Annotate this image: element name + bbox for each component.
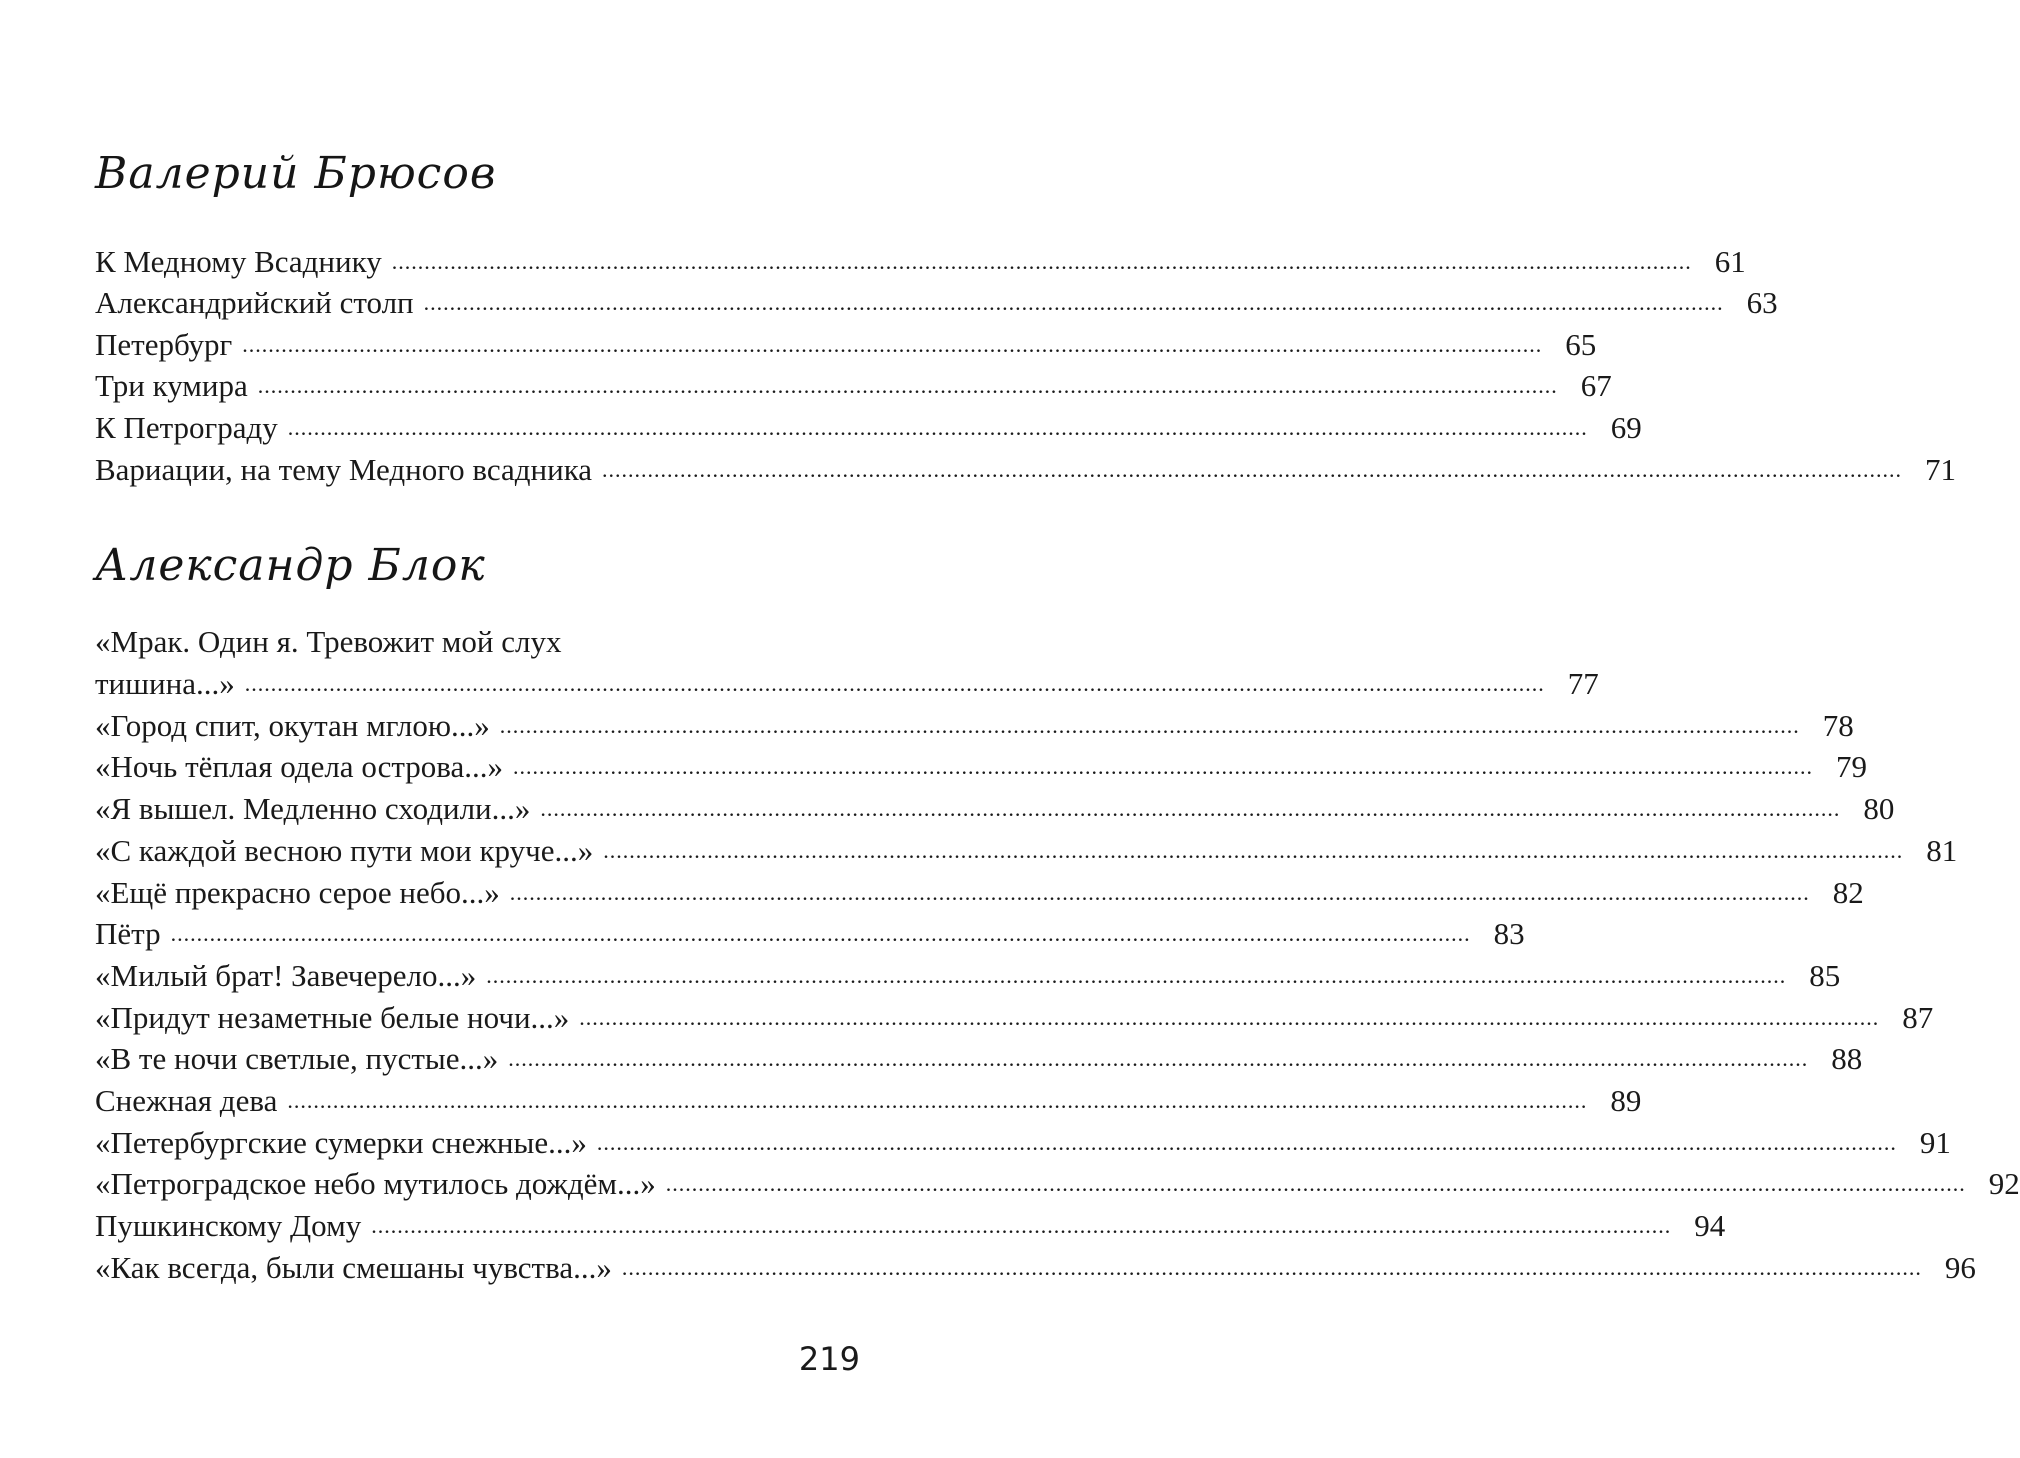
entry-page-number: 63 bbox=[1746, 285, 1778, 320]
dot-leader: ........................................................................................................................................................................................................ bbox=[287, 415, 1588, 440]
entry-title-first-line: «Мрак. Один я. Тревожит мой слух bbox=[95, 624, 562, 659]
dot-leader: ........................................................................................................................................................................................................ bbox=[242, 332, 1543, 357]
toc-entry bbox=[95, 1039, 1863, 1079]
entry-title: «Я вышел. Медленно сходили...» bbox=[95, 791, 531, 826]
entry-page-number: 88 bbox=[1831, 1041, 1863, 1076]
toc-entry bbox=[95, 1248, 1976, 1288]
toc-entry bbox=[95, 450, 1957, 490]
entry-title: «Петроградское небо мутилось дождём...» bbox=[95, 1166, 656, 1201]
entry-title: «Ночь тёплая одела острова...» bbox=[95, 749, 504, 784]
toc-entry bbox=[95, 747, 1868, 787]
toc-entry bbox=[95, 325, 1597, 365]
toc-entry bbox=[95, 998, 1934, 1038]
toc-entry bbox=[95, 956, 1841, 996]
toc-entry bbox=[95, 283, 1778, 323]
toc-entry bbox=[95, 408, 1642, 448]
entry-title: Снежная дева bbox=[95, 1083, 278, 1118]
dot-leader: ........................................................................................................................................................................................................ bbox=[371, 1213, 1672, 1238]
toc-entry bbox=[95, 242, 1746, 282]
dot-leader: ........................................................................................................................................................................................................ bbox=[579, 1005, 1880, 1030]
entry-title: «Придут незаметные белые ночи...» bbox=[95, 1000, 570, 1035]
toc-entry bbox=[95, 831, 1958, 871]
dot-leader: ........................................................................................................................................................................................................ bbox=[499, 713, 1800, 738]
entry-page-number: 65 bbox=[1565, 327, 1597, 362]
entry-title: Александрийский столп bbox=[95, 285, 414, 320]
entry-page-number: 96 bbox=[1944, 1250, 1976, 1285]
toc-entry bbox=[95, 1164, 2020, 1204]
dot-leader: ........................................................................................................................................................................................................ bbox=[603, 838, 1904, 863]
toc-entry bbox=[95, 1123, 1951, 1163]
entry-title: «Как всегда, были смешаны чувства...» bbox=[95, 1250, 612, 1285]
toc-entry bbox=[95, 1206, 1726, 1246]
entry-page-number: 92 bbox=[1988, 1166, 2020, 1201]
entry-title: К Медному Всаднику bbox=[95, 244, 382, 279]
dot-leader: ........................................................................................................................................................................................................ bbox=[665, 1171, 1966, 1196]
entry-page-number: 77 bbox=[1567, 666, 1599, 701]
entry-title: Три кумира bbox=[95, 368, 248, 403]
entry-title: «Петербургские сумерки снежные...» bbox=[95, 1125, 587, 1160]
entry-title: «Город спит, окутан мглою...» bbox=[95, 708, 490, 743]
dot-leader: ........................................................................................................................................................................................................ bbox=[170, 921, 1471, 946]
dot-leader: ........................................................................................................................................................................................................ bbox=[257, 373, 1558, 398]
entry-page-number: 81 bbox=[1926, 833, 1958, 868]
dot-leader: ........................................................................................................................................................................................................ bbox=[287, 1088, 1588, 1113]
entry-title: «В те ночи светлые, пустые...» bbox=[95, 1041, 499, 1076]
toc-entry bbox=[95, 1081, 1642, 1121]
entry-title: Пушкинскому Дому bbox=[95, 1208, 362, 1243]
entry-page-number: 87 bbox=[1902, 1000, 1934, 1035]
dot-leader: ........................................................................................................................................................................................................ bbox=[596, 1130, 1897, 1155]
dot-leader: ........................................................................................................................................................................................................ bbox=[602, 457, 1903, 482]
dot-leader: ........................................................................................................................................................................................................ bbox=[391, 249, 1692, 274]
entry-page-number: 67 bbox=[1580, 368, 1612, 403]
entry-page-number: 89 bbox=[1610, 1083, 1642, 1118]
toc-entry bbox=[95, 366, 1612, 406]
entry-page-number: 61 bbox=[1714, 244, 1746, 279]
entry-page-number: 91 bbox=[1919, 1125, 1951, 1160]
entry-page-number: 85 bbox=[1809, 958, 1841, 993]
dot-leader: ........................................................................................................................................................................................................ bbox=[509, 880, 1810, 905]
entry-page-number: 83 bbox=[1493, 916, 1525, 951]
entry-title: Петербург bbox=[95, 327, 233, 362]
dot-leader: ........................................................................................................................................................................................................ bbox=[508, 1046, 1809, 1071]
toc-entry bbox=[95, 706, 1854, 746]
entry-page-number: 79 bbox=[1836, 749, 1868, 784]
entry-title: Пётр bbox=[95, 916, 161, 951]
entry-page-number: 94 bbox=[1694, 1208, 1726, 1243]
entry-page-number: 78 bbox=[1822, 708, 1854, 743]
dot-leader: ........................................................................................................................................................................................................ bbox=[244, 671, 1545, 696]
toc-entry bbox=[95, 789, 1895, 829]
entry-title: «С каждой весною пути мои круче...» bbox=[95, 833, 594, 868]
toc-entry bbox=[95, 914, 1525, 954]
page-number: 219 bbox=[798, 1340, 860, 1378]
entry-title: «Милый брат! Завечерело...» bbox=[95, 958, 477, 993]
dot-leader: ........................................................................................................................................................................................................ bbox=[513, 754, 1814, 779]
dot-leader: ........................................................................................................................................................................................................ bbox=[621, 1255, 1922, 1280]
toc-entry bbox=[95, 664, 1599, 704]
dot-leader: ........................................................................................................................................................................................................ bbox=[423, 290, 1724, 315]
entry-title: Вариации, на тему Медного всадника bbox=[95, 452, 593, 487]
entry-page-number: 80 bbox=[1863, 791, 1895, 826]
author-heading-blok: Александр Блок bbox=[95, 540, 486, 591]
entry-title: К Петрограду bbox=[95, 410, 278, 445]
dot-leader: ........................................................................................................................................................................................................ bbox=[486, 963, 1787, 988]
toc-entry bbox=[95, 873, 1864, 913]
entry-page-number: 69 bbox=[1610, 410, 1642, 445]
entry-page-number: 82 bbox=[1832, 875, 1864, 910]
entry-title: «Ещё прекрасно серое небо...» bbox=[95, 875, 500, 910]
entry-title: тишина...» bbox=[95, 666, 235, 701]
entry-page-number: 71 bbox=[1925, 452, 1957, 487]
dot-leader: ........................................................................................................................................................................................................ bbox=[540, 796, 1841, 821]
author-heading-bryusov: Валерий Брюсов bbox=[95, 148, 497, 199]
